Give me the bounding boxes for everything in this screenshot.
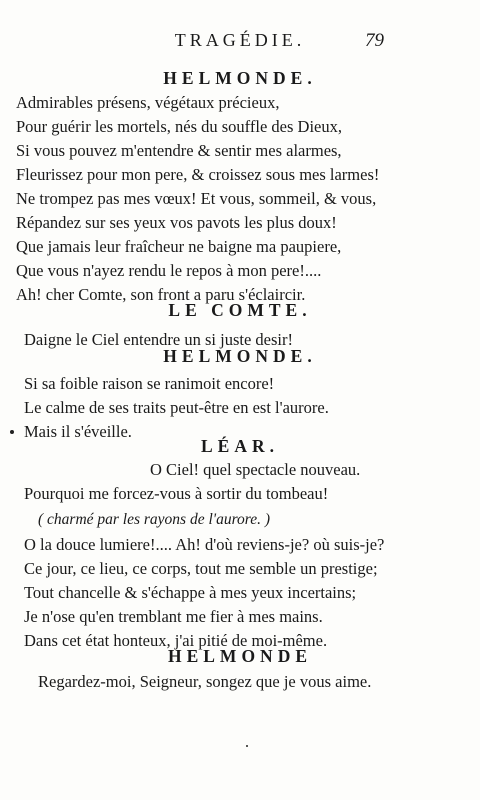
verse-line: Le calme de ses traits peut-être en est l'aurore. <box>24 398 329 417</box>
verse-line: Pour guérir les mortels, nés du souffle des Dieux, <box>16 117 342 136</box>
speaker-lear: LÉAR. <box>201 436 279 456</box>
verse-line: Que vous n'ayez rendu le repos à mon pere!.... <box>16 261 322 280</box>
speaker-helmonde: HELMONDE. <box>163 346 317 366</box>
verse-line: Ce jour, ce lieu, ce corps, tout me semble un prestige; <box>24 559 378 578</box>
verse-line: Dans cet état honteux, j'ai pitié de moi-même. <box>24 631 328 650</box>
verse-line: Tout chancelle & s'échappe à mes yeux incertains; <box>24 583 357 602</box>
verse-line: Mais il s'éveille. <box>24 422 132 441</box>
ink-speck <box>10 430 14 434</box>
verse-line: Daigne le Ciel entendre un si juste desir! <box>24 330 293 349</box>
verse-line: O la douce lumiere!.... Ah! d'où reviens-je? où suis-je? <box>24 535 385 554</box>
running-head: TRAGÉDIE. <box>174 30 306 50</box>
verse-line: Ne trompez pas mes vœux! Et vous, sommeil, & vous, <box>16 189 377 208</box>
page-number: 79 <box>365 30 384 51</box>
verse-line: O Ciel! quel spectacle nouveau. <box>150 460 361 479</box>
verse-line: Si sa foible raison se ranimoit encore! <box>24 374 275 393</box>
ink-speck <box>246 745 248 747</box>
verse-line: Je n'ose qu'en tremblant me fier à mes mains. <box>24 607 323 626</box>
speaker-helmonde: HELMONDE. <box>163 68 317 88</box>
verse-line: Fleurissez pour mon pere, & croissez sous mes larmes! <box>16 165 380 184</box>
verse-line: Répandez sur ses yeux vos pavots les plus doux! <box>16 213 337 232</box>
stage-direction: ( charmé par les rayons de l'aurore. ) <box>38 511 271 528</box>
verse-line: Admirables présens, végétaux précieux, <box>16 93 280 112</box>
verse-line: Ah! cher Comte, son front a paru s'éclaircir. <box>16 285 306 304</box>
verse-line: Pourquoi me forcez-vous à sortir du tombeau! <box>24 484 329 503</box>
speaker-helmonde: HELMONDE <box>167 646 313 666</box>
verse-line: Regardez-moi, Seigneur, songez que je vous aime. <box>38 672 372 691</box>
verse-line: Si vous pouvez m'entendre & sentir mes alarmes, <box>16 141 342 160</box>
speaker-le-comte: LE COMTE. <box>168 300 312 320</box>
verse-line: Que jamais leur fraîcheur ne baigne ma paupiere, <box>16 237 342 256</box>
